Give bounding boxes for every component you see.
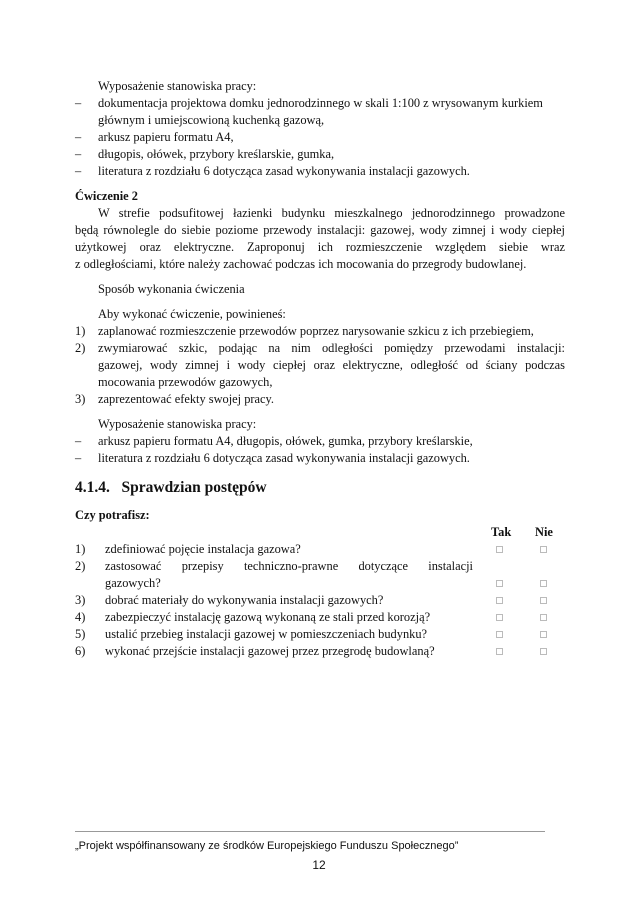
step-text: zaplanować rozmieszczenie przewodów poprzez narysowanie szkicu z ich przebiegiem, [98,324,534,338]
equipment-heading: Wyposażenie stanowiska pracy: [98,417,257,431]
no-checkbox[interactable] [540,580,547,587]
list-item: arkusz papieru formatu A4, długopis, ołówek, gumka, przybory kreślarskie, [98,434,473,448]
question-intro: Czy potrafisz: [75,508,150,522]
exercise-title: Ćwiczenie 2 [75,189,138,203]
question-text: gazowych? [105,576,161,590]
footer-text: „Projekt współfinansowany ze środków Europejskiego Funduszu Społecznego” [75,840,459,852]
step-text: zaprezentować efekty swojej pracy. [98,392,275,406]
list-item: literatura z rozdziału 6 dotycząca zasad wykonywania instalacji gazowych. [98,451,470,465]
bullet-dash: – [75,130,82,144]
question-text: ustalić przebieg instalacji gazowej w pomieszczeniach budynku? [105,627,428,641]
list-item: literatura z rozdziału 6 dotycząca zasad wykonywania instalacji gazowych. [98,164,470,178]
bullet-dash: – [75,434,82,448]
question-number: 3) [75,593,86,607]
page-number: 12 [312,858,326,872]
step-text: mocowania przewodów gazowych, [98,375,273,389]
no-checkbox[interactable] [540,648,547,655]
yes-checkbox[interactable] [496,631,503,638]
no-checkbox[interactable] [540,614,547,621]
list-item: długopis, ołówek, przybory kreślarskie, gumka, [98,147,335,161]
list-item-continuation: głównym i umiejscowioną kuchenką gazową, [98,113,325,127]
bullet-dash: – [75,96,82,110]
step-number: 3) [75,392,86,406]
column-yes: Tak [491,525,512,539]
question-text: wykonać przejście instalacji gazowej przez przegrodę budowlaną? [105,644,435,658]
yes-checkbox[interactable] [496,597,503,604]
bullet-dash: – [75,147,82,161]
question-text: dobrać materiały do wykonywania instalacji gazowych? [105,593,384,607]
step-number: 1) [75,324,86,338]
yes-checkbox[interactable] [496,580,503,587]
no-checkbox[interactable] [540,597,547,604]
no-checkbox[interactable] [540,546,547,553]
exercise-paragraph-line: z odległościami, które należy zachować podczas ich mocowania do przegrody budowlanej. [75,257,527,271]
question-number: 5) [75,627,86,641]
section-heading: 4.1.4. Sprawdzian postępów [75,479,267,496]
question-number: 4) [75,610,86,624]
question-text: zabezpieczyć instalację gazową wykonaną ze stali przed korozją? [105,610,431,624]
exercise-paragraph-line: W strefie podsufitowej łazienki budynku mieszkalnego jednorodzinnego prowadzone [98,206,565,220]
bullet-dash: – [75,451,82,465]
list-item: dokumentacja projektowa domku jednorodzinnego w skali 1:100 z wrysowanym kurkiem [98,96,543,110]
step-number: 2) [75,341,86,355]
equipment-heading: Wyposażenie stanowiska pracy: [98,79,257,93]
question-number: 1) [75,542,86,556]
no-checkbox[interactable] [540,631,547,638]
question-number: 2) [75,559,86,573]
question-text: zdefiniować pojęcie instalacja gazowa? [105,542,301,556]
exercise-paragraph-line: będą równolegle do siebie poziome przewody instalacji: gazowej, wody zimnej i wody ciepłej [75,223,565,237]
yes-checkbox[interactable] [496,648,503,655]
question-text: zastosować przepisy techniczno-prawne dotyczące instalacji [105,559,473,573]
footer-divider [75,831,545,832]
list-item: arkusz papieru formatu A4, [98,130,234,144]
step-text: zwymiarować szkic, podając na nim odległości pomiędzy przewodami instalacji: [98,341,565,355]
steps-intro: Aby wykonać ćwiczenie, powinieneś: [98,307,286,321]
question-number: 6) [75,644,86,658]
exercise-paragraph-line: użytkowej oraz elektryczne. Zaproponuj ich rozmieszczenie względem siebie wraz [75,240,565,254]
yes-checkbox[interactable] [496,546,503,553]
column-no: Nie [535,525,553,539]
step-text: gazowej, wody zimnej i wody ciepłej oraz elektryczne, odległość od ściany podczas [98,358,565,372]
bullet-dash: – [75,164,82,178]
method-heading: Sposób wykonania ćwiczenia [98,282,245,296]
yes-checkbox[interactable] [496,614,503,621]
